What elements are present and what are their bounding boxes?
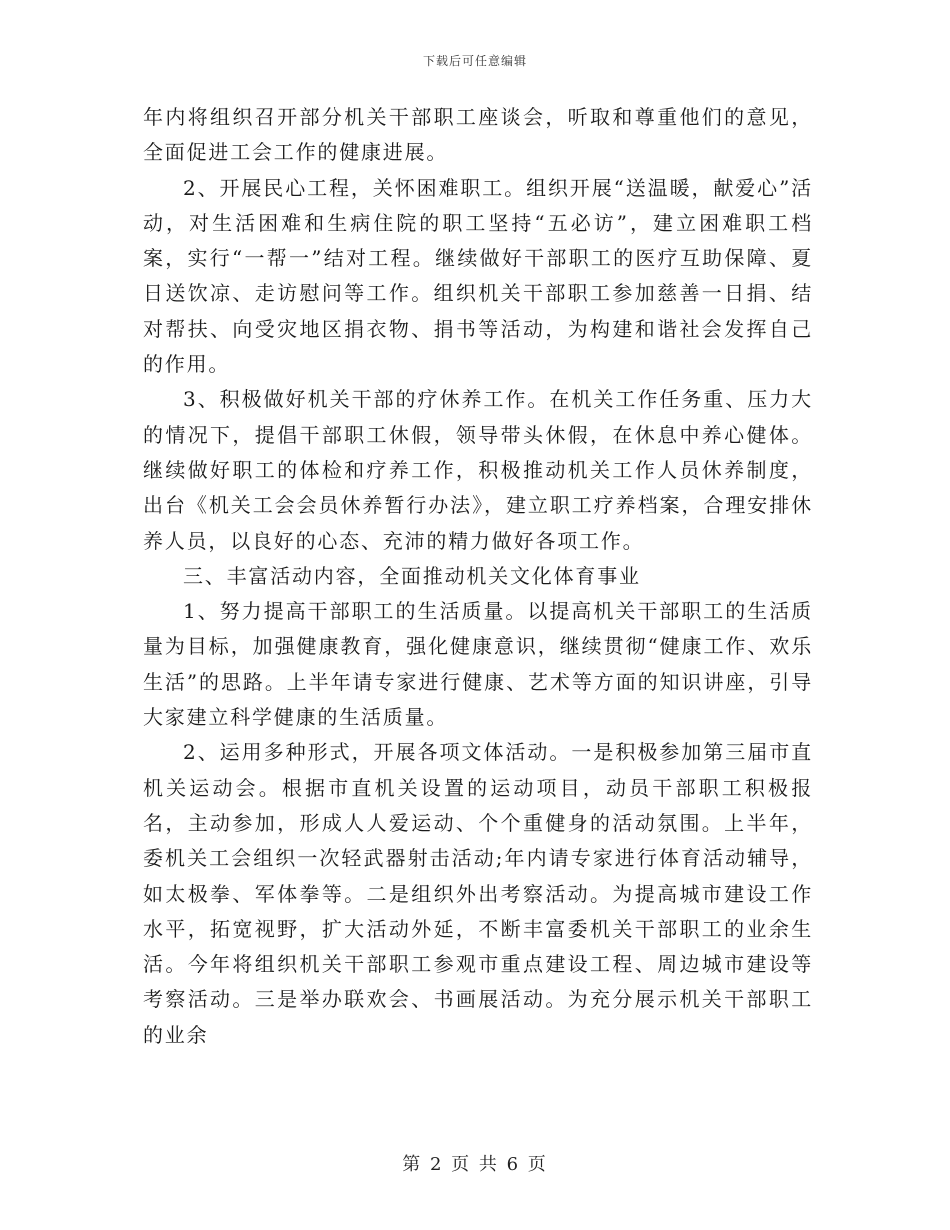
document-body [143,100,813,1053]
page-header: 下载后可任意编辑 [422,54,527,68]
page-number-footer: 第 2 页 共 6 页 [402,1154,548,1175]
paragraph-1: 年内将组织召开部分机关干部职工座谈会，听取和尊重他们的意见，全面促进工会工作的健康进展。 [143,105,813,165]
paragraph-3: 3、积极做好机关干部的疗休养工作。在机关工作任务重、压力大的情况下，提倡干部职工休假，领导带头休假，在休息中养心健体。继续做好职工的体检和疗养工作，积极推动机关工作人员休养制度，出台《机关工会会员休养暂行办法》，建立职工疗养档案，合理安排休养人员，以良好的心态、充沛的精力做好各项工作。 [143,387,813,553]
paragraph-2: 2、开展民心工程，关怀困难职工。组织开展“送温暖，献爱心”活动，对生活困难和生病住院的职工坚持“五必访”，建立困难职工档案，实行“一帮一”结对工程。继续做好干部职工的医疗互助保障、夏日送饮凉、走访慰问等工作。组织机关干部职工参加慈善一日捐、结对帮扶、向受灾地区捐衣物、捐书等活动，为构建和谐社会发挥自己的作用。 [143,175,813,377]
paragraph-4: 1、努力提高干部职工的生活质量。以提高机关干部职工的生活质量为目标，加强健康教育，强化健康意识，继续贯彻“健康工作、欢乐生活”的思路。上半年请专家进行健康、艺术等方面的知识讲座，引导大家建立科学健康的生活质量。 [143,599,813,730]
section-heading-3: 三、丰富活动内容，全面推动机关文化体育事业 [183,563,641,588]
paragraph-5: 2、运用多种形式，开展各项文体活动。一是积极参加第三届市直机关运动会。根据市直机关设置的运动项目，动员干部职工积极报名，主动参加，形成人人爱运动、个个重健身的活动氛围。上半年，委机关工会组织一次轻武器射击活动;年内请专家进行体育活动辅导，如太极拳、军体拳等。二是组织外出考察活动。为提高城市建设工作水平，拓宽视野，扩大活动外延，不断丰富委机关干部职工的业余生活。今年将组织机关干部职工参观市重点建设工程、周边城市建设等考察活动。三是举办联欢会、书画展活动。为充分展示机关干部职工的业余 [143,740,813,1047]
